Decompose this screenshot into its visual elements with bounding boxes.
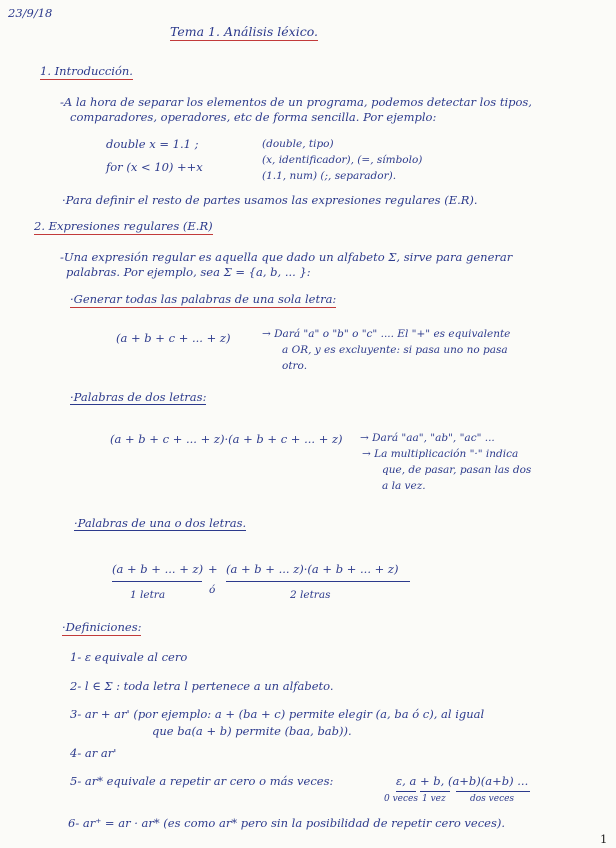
expression-2-note-1: → Dará "aa", "ab", "ac" ... xyxy=(360,432,495,444)
expression-1: (a + b + c + ... + z) xyxy=(116,331,231,345)
bullet-one-or-two-letters xyxy=(74,516,246,530)
page-number: 1 xyxy=(600,832,608,846)
label-dos-veces: dos veces xyxy=(470,794,515,804)
section-1-heading-text: 1. Introducción. xyxy=(40,64,133,78)
definition-1: 1- ε equivale al cero xyxy=(70,650,188,664)
code-line-1: double x = 1.1 ; xyxy=(106,137,199,151)
annotation-1: (double, tipo) xyxy=(262,138,334,150)
expression-2-note-4: a la vez. xyxy=(382,480,426,492)
label-one-letter: 1 letra xyxy=(130,589,166,601)
date: 23/9/18 xyxy=(8,6,53,20)
label-two-letters: 2 letras xyxy=(290,589,331,601)
expression-1-note-3: otro. xyxy=(282,360,308,372)
definition-5: 5- ar* equivale a repetir ar cero o más veces: xyxy=(70,774,334,788)
label-1-vez: 1 vez xyxy=(422,794,446,804)
definition-3-line-2: que ba(a + b) permite (baa, bab)). xyxy=(152,724,352,738)
section-2-heading-text: 2. Expresiones regulares (E.R) xyxy=(34,219,213,233)
annotation-3: (1.1, num) (;, separador). xyxy=(262,170,397,182)
annotation-2: (x, identificador), (=, símbolo) xyxy=(262,154,423,166)
expression-2: (a + b + c + ... + z)·(a + b + c + ... + z) xyxy=(110,432,343,446)
definition-5-series: ε, a + b, (a+b)(a+b) ... xyxy=(396,774,529,788)
definitions-heading-text: ·Definiciones: xyxy=(62,620,142,634)
s2-paragraph-line-2: palabras. Por ejemplo, sea Σ = {a, b, ... }: xyxy=(66,265,311,279)
definition-2: 2- l ∈ Σ : toda letra l pertenece a un alfabeto. xyxy=(70,679,334,693)
definition-6: 6- ar⁺ = ar · ar* (es como ar* pero sin la posibilidad de repetir cero veces). xyxy=(68,816,505,830)
bullet-single-letter xyxy=(70,292,336,306)
expression-2-note-3: que, de pasar, pasan las dos xyxy=(382,464,532,476)
bullet-two-letters-text: ·Palabras de dos letras: xyxy=(70,390,207,404)
underline-dos-veces xyxy=(456,791,530,792)
s1-paragraph-line-1: -A la hora de separar los elementos de un programa, podemos detectar los tipos, xyxy=(60,95,532,109)
bullet-two-letters xyxy=(70,390,206,404)
expression-3a: (a + b + ... + z) xyxy=(112,562,204,576)
underbrace-1 xyxy=(112,581,202,582)
expression-3-plus: + xyxy=(208,562,218,576)
definition-4: 4- ar ar' xyxy=(70,746,117,760)
underbrace-2 xyxy=(226,581,410,582)
code-line-2: for (x < 10) ++x xyxy=(106,160,203,174)
label-or: ó xyxy=(209,584,216,596)
definition-3-line-1: 3- ar + ar' (por ejemplo: a + (ba + c) permite elegir (a, ba ó c), al igual xyxy=(70,707,485,721)
s1-paragraph-line-2: comparadores, operadores, etc de forma sencilla. Por ejemplo: xyxy=(70,110,437,124)
page-title xyxy=(170,24,318,39)
label-0-veces: 0 veces xyxy=(384,794,418,804)
s1-paragraph-2: ·Para definir el resto de partes usamos las expresiones regulares (E.R). xyxy=(62,193,478,207)
definitions-heading xyxy=(62,620,141,634)
expression-1-note-1: → Dará "a" o "b" o "c" .... El "+" es equivalente xyxy=(262,328,511,340)
section-2-heading xyxy=(34,219,213,233)
expression-2-note-2: → La multiplicación "·" indica xyxy=(362,448,519,460)
expression-1-note-2: a OR, y es excluyente: si pasa uno no pasa xyxy=(282,344,508,356)
underline-0-veces xyxy=(396,791,416,792)
s2-paragraph-line-1: -Una expresión regular es aquella que dado un alfabeto Σ, sirve para generar xyxy=(60,250,513,264)
expression-3b: (a + b + ... z)·(a + b + ... + z) xyxy=(226,562,399,576)
bullet-single-letter-text: ·Generar todas las palabras de una sola letra: xyxy=(70,292,337,306)
section-1-heading xyxy=(40,64,133,78)
page-title-text: Tema 1. Análisis léxico. xyxy=(170,24,318,39)
bullet-one-or-two-letters-text: ·Palabras de una o dos letras. xyxy=(74,516,247,530)
underline-1-vez xyxy=(420,791,450,792)
